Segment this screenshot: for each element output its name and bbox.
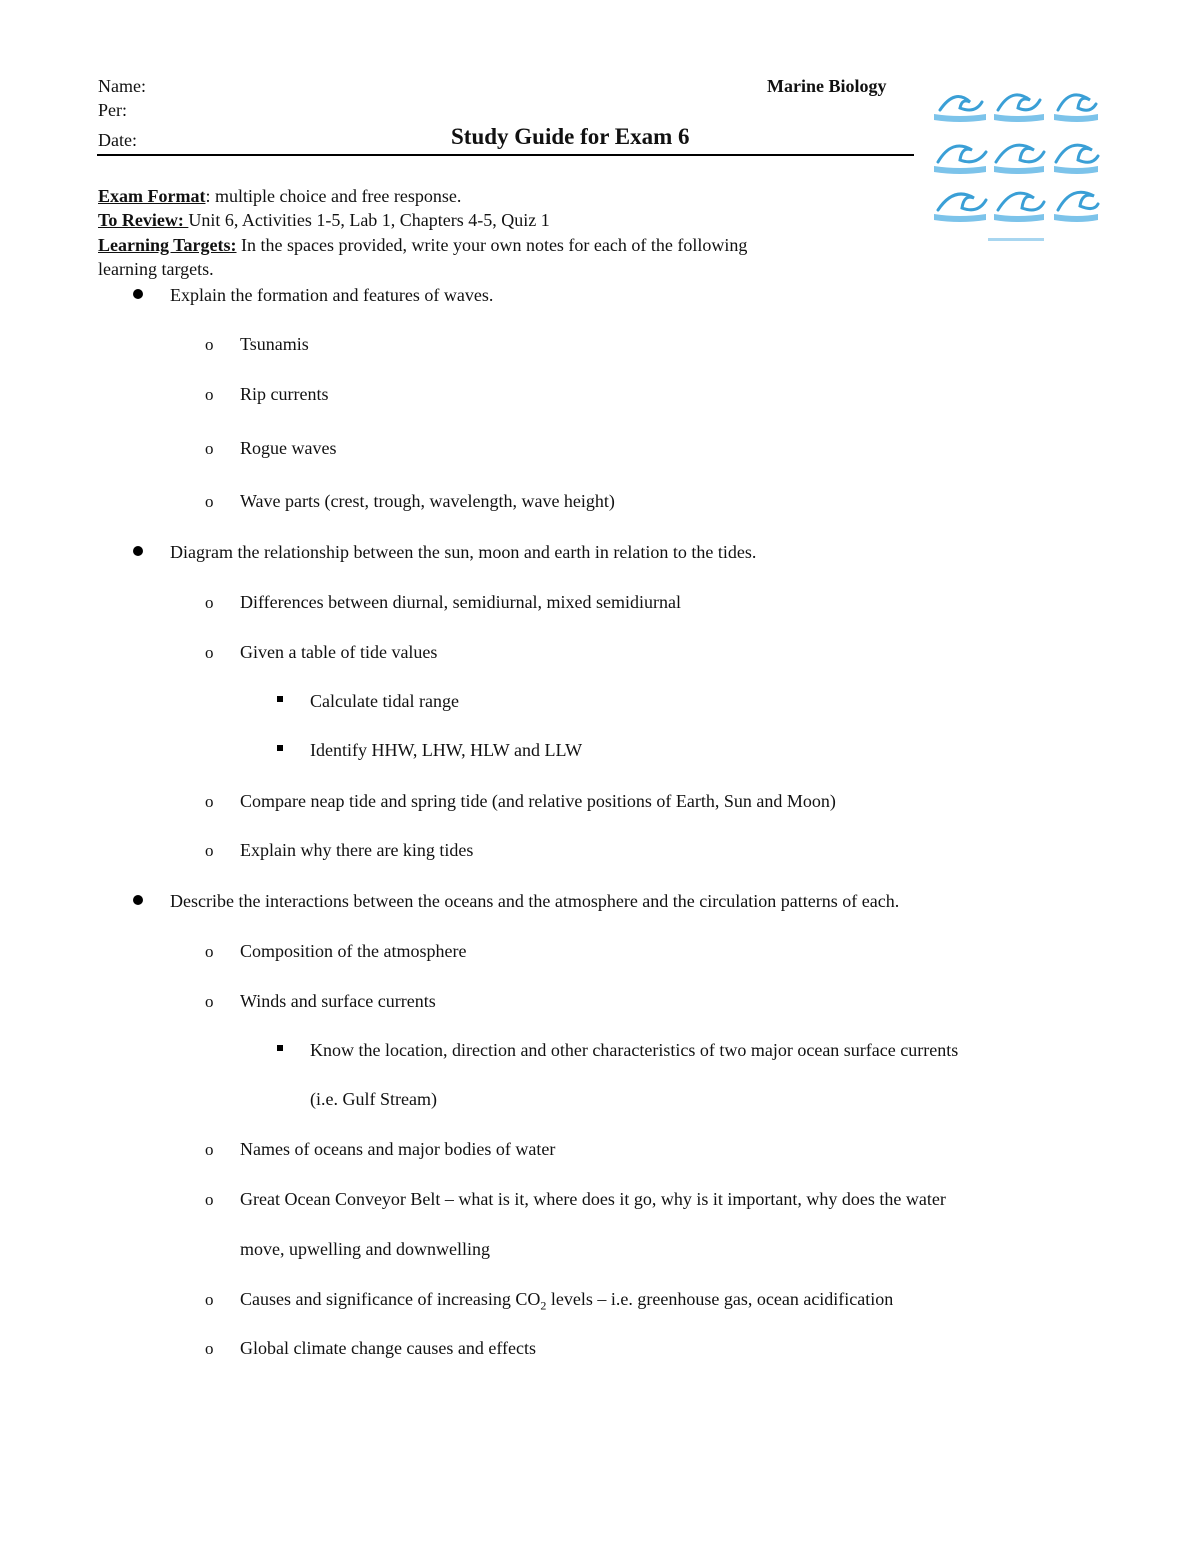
circle-marker: o [205,1140,214,1159]
co2-subscript: 2 [540,1298,547,1313]
co2-text-pre: Causes and significance of increasing CO [240,1289,541,1309]
circle-marker: o [205,335,214,354]
list-item: Describe the interactions between the oceans and the atmosphere and the circulation patterns of each. [170,891,900,911]
circle-marker: o [205,1190,214,1209]
circle-marker: o [205,792,214,811]
list-item: Great Ocean Conveyor Belt – what is it, where does it go, why is it important, why does the water [240,1189,946,1209]
circle-marker: o [205,492,214,511]
review-text: Unit 6, Activities 1-5, Lab 1, Chapters 4-5, Quiz 1 [188,210,550,230]
list-item: Rip currents [240,384,329,404]
circle-marker: o [205,992,214,1011]
list-item: Wave parts (crest, trough, wavelength, wave height) [240,491,615,511]
list-item: Identify HHW, LHW, HLW and LLW [310,740,583,760]
list-item: Compare neap tide and spring tide (and relative positions of Earth, Sun and Moon) [240,791,836,811]
list-item: Given a table of tide values [240,642,438,662]
header-rule [97,154,914,156]
targets-line [98,233,747,257]
targets-text-cont: learning targets. [98,259,214,279]
date-label: Date: [98,130,137,150]
square-marker [277,1045,283,1051]
list-item: Global climate change causes and effects [240,1338,537,1358]
wave-icon [930,80,1100,250]
exam-format-line [98,184,461,208]
course-name: Marine Biology [767,76,887,96]
list-item: Tsunamis [240,334,309,354]
bullet-marker [133,895,143,905]
square-marker [277,745,283,751]
circle-marker: o [205,593,214,612]
per-label: Per: [98,100,127,120]
list-item-cont: (i.e. Gulf Stream) [310,1089,437,1109]
list-item: Rogue waves [240,438,337,458]
bullet-marker [133,546,143,556]
exam-format-text: : multiple choice and free response. [205,186,462,206]
review-line [98,208,550,232]
co2-text-post: levels – i.e. greenhouse gas, ocean acidification [546,1289,894,1309]
circle-marker: o [205,841,214,860]
list-item: Calculate tidal range [310,691,459,711]
name-label: Name: [98,76,146,96]
circle-marker: o [205,385,214,404]
list-item [240,1287,893,1318]
targets-text: In the spaces provided, write your own notes for each of the following [236,235,748,255]
targets-label: Learning Targets: [98,235,237,255]
list-item: Winds and surface currents [240,991,436,1011]
bullet-marker [133,289,143,299]
circle-marker: o [205,1339,214,1358]
list-item: Diagram the relationship between the sun, moon and earth in relation to the tides. [170,542,757,562]
circle-marker: o [205,1290,214,1309]
square-marker [277,696,283,702]
list-item: Differences between diurnal, semidiurnal, mixed semidiurnal [240,592,682,612]
circle-marker: o [205,643,214,662]
circle-marker: o [205,439,214,458]
list-item: Know the location, direction and other characteristics of two major ocean surface currents [310,1040,959,1060]
exam-format-label: Exam Format [98,186,206,206]
list-item: Explain the formation and features of waves. [170,285,494,305]
page-title: Study Guide for Exam 6 [451,124,690,149]
list-item-cont: move, upwelling and downwelling [240,1239,490,1259]
list-item: Names of oceans and major bodies of water [240,1139,556,1159]
review-label: To Review: [98,210,189,230]
circle-marker: o [205,942,214,961]
list-item: Composition of the atmosphere [240,941,467,961]
list-item: Explain why there are king tides [240,840,474,860]
